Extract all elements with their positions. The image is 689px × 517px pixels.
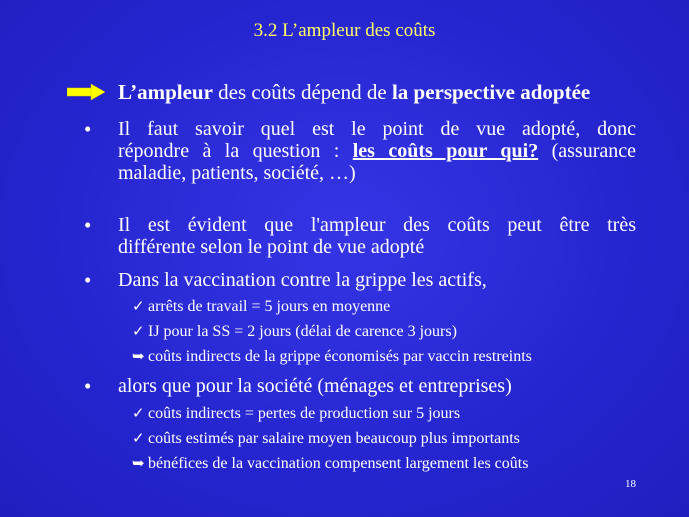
bullet-marker: • bbox=[84, 374, 92, 398]
yellow-arrow-icon bbox=[67, 84, 105, 100]
bullet-paragraph-2 bbox=[118, 214, 636, 258]
bullet-marker: • bbox=[84, 117, 92, 141]
sub-item-text: coûts indirects de la grippe économisés par vaccin restreints bbox=[148, 348, 532, 365]
slide-title: 3.2 L’ampleur des coûts bbox=[253, 20, 436, 41]
bullet-paragraph-1 bbox=[118, 118, 636, 184]
sub-item bbox=[132, 297, 390, 316]
bullet-1-line-1: Il faut savoir quel est le point de vue adopté, donc bbox=[118, 118, 636, 140]
bullet-marker: • bbox=[84, 213, 92, 237]
main-statement bbox=[118, 80, 590, 105]
sub-item-text: bénéfices de la vaccination compensent largement les coûts bbox=[148, 455, 529, 472]
sub-item-text: IJ pour la SS = 2 jours (délai de carence 3 jours) bbox=[148, 323, 457, 340]
sub-item bbox=[132, 347, 532, 366]
check-icon: ✓ bbox=[132, 324, 145, 340]
main-statement-part2: des coûts dépend de bbox=[212, 80, 392, 104]
bullet-paragraph-4: alors que pour la société (ménages et entreprises) bbox=[118, 375, 512, 397]
check-icon: ✓ bbox=[132, 431, 145, 447]
bullet-marker: • bbox=[84, 268, 92, 292]
sub-item bbox=[132, 322, 457, 341]
bullet-2-line-1: Il est évident que l'ampleur des coûts peut être très bbox=[118, 214, 636, 236]
sub-item-text: coûts indirects = pertes de production sur 5 jours bbox=[148, 405, 461, 422]
sub-item-text: coûts estimés par salaire moyen beaucoup plus importants bbox=[148, 430, 520, 447]
sub-item bbox=[132, 429, 520, 448]
bullet-paragraph-3: Dans la vaccination contre la grippe les actifs, bbox=[118, 269, 487, 291]
main-statement-part3: la perspective adoptée bbox=[391, 80, 591, 104]
check-icon: ✓ bbox=[132, 299, 145, 315]
sub-item bbox=[132, 454, 528, 473]
curved-arrow-icon: ➥ bbox=[132, 349, 145, 365]
check-icon: ✓ bbox=[132, 406, 145, 422]
main-statement-part1: L’ampleur bbox=[118, 80, 213, 104]
question-link: les coûts pour qui? bbox=[352, 140, 539, 162]
sub-item-text: arrêts de travail = 5 jours en moyenne bbox=[148, 298, 391, 315]
page-number: 18 bbox=[625, 478, 636, 490]
bullet-1-line-2a: répondre à la question : bbox=[118, 140, 353, 162]
bullet-1-line-2 bbox=[118, 140, 636, 162]
curved-arrow-icon: ➥ bbox=[132, 456, 145, 472]
bullet-1-line-2b: (assurance bbox=[538, 140, 637, 162]
sub-item bbox=[132, 404, 460, 423]
bullet-1-line-3: maladie, patients, société, …) bbox=[118, 162, 356, 184]
bullet-2-line-2: différente selon le point de vue adopté bbox=[118, 236, 425, 258]
